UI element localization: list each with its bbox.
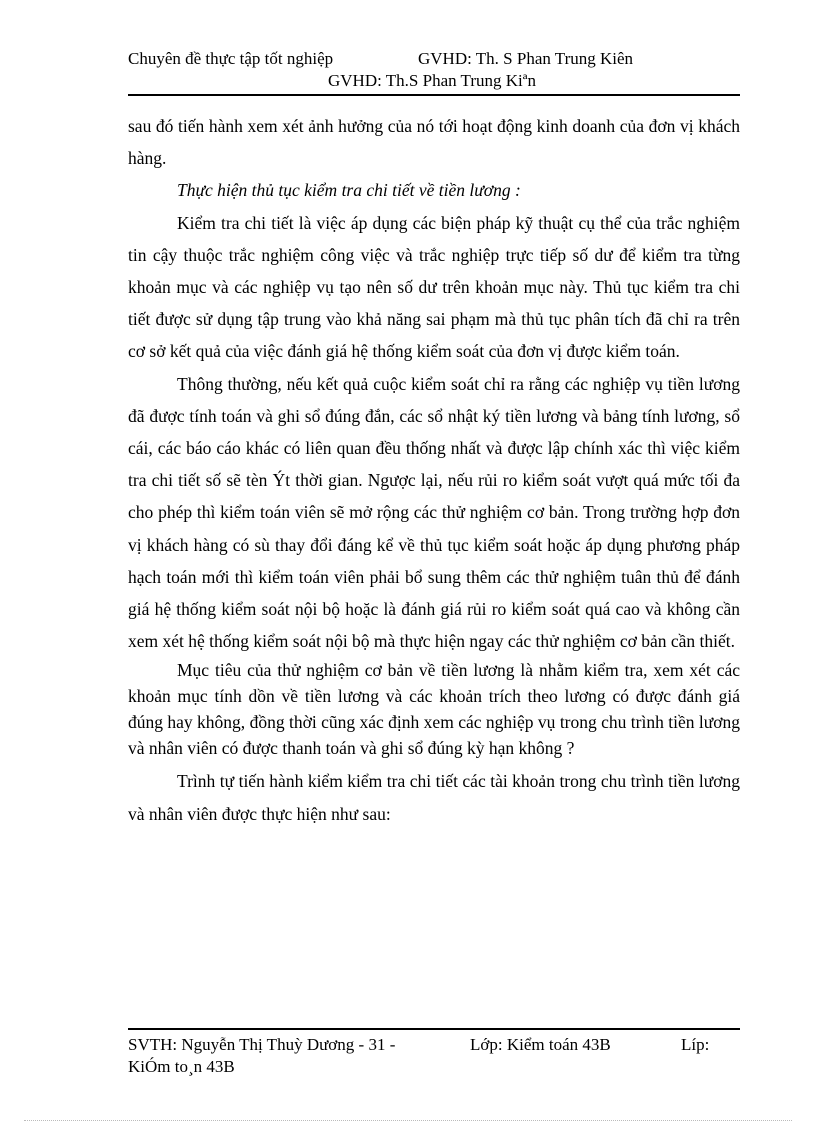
class-label: Lớp: Kiểm toán 43B: [470, 1035, 611, 1054]
page-bottom-border: [24, 1120, 792, 1121]
paragraph-control-results: Thông thường, nếu kết quả cuộc kiểm soát chỉ ra rằng các nghiệp vụ tiền lương đã được tính toán và ghi sổ đúng đắn, các sổ nhật ký tiền lương và bảng tính lương, sổ cái, các báo cáo khác có liên quan đều thống nhất và được lập chính xác thì việc kiểm tra chi tiết số sẽ tèn Ýt thời gian. Ngược lại, nếu rủi ro kiểm soát vượt quá mức tối đa cho phép thì kiểm toán viên sẽ mở rộng các thử nghiệm cơ bản. Trong trường hợp đơn vị khách hàng có sù thay đổi đáng kể về thủ tục kiểm soát hoặc áp dụng phương pháp hạch toán mới thì kiểm toán viên phải bổ sung thêm các thử nghiệm tuân thủ để đánh giá hệ thống kiểm soát nội bộ hoặc là đánh giá rủi ro kiểm soát quá cao và không cần xem xét hệ thống kiểm soát nội bộ mà thực hiện ngay các thử nghiệm cơ bản cần thiết.: [128, 373, 740, 652]
class-label-legacy: Líp:: [681, 1035, 710, 1054]
page-header: [128, 48, 740, 92]
student-name: SVTH: Nguyễn Thị Thuỳ Dương - 31 -: [128, 1035, 396, 1054]
paragraph-procedure: Trình tự tiến hành kiểm kiểm tra chi tiết các tài khoản trong chu trình tiền lương và nhân viên được thực hiện như sau:: [128, 771, 740, 824]
supervisor-label-legacy: GVHD: Th.S Phan Trung Kiªn: [328, 71, 536, 90]
supervisor-label: GVHD: Th. S Phan Trung Kiên: [418, 49, 634, 68]
page-footer: [128, 1034, 740, 1078]
paragraph-objectives: Mục tiêu của thử nghiệm cơ bản về tiền lương là nhằm kiểm tra, xem xét các khoản mục tính dồn về tiền lương và các khoản trích theo lương có được đánh giá đúng hay không, đồng thời cũng xác định xem các nghiệp vụ trong chu trình tiền lương và nhân viên có được thanh toán và ghi sổ đúng kỳ hạn không ?: [128, 660, 740, 759]
document-title: Chuyên đề thực tập tốt nghiệp: [128, 49, 334, 68]
paragraph-1: sau đó tiến hành xem xét ảnh hưởng của nó tới hoạt động kinh doanh của đơn vị khách hàng.: [128, 116, 740, 169]
class-name-legacy: KiÓm to¸n 43B: [128, 1057, 235, 1076]
section-heading: Thực hiện thủ tục kiểm tra chi tiết về tiền lương :: [177, 180, 521, 201]
footer-divider: [128, 1028, 740, 1030]
document-body: [128, 110, 740, 830]
header-divider: [128, 94, 740, 96]
paragraph-detail-testing: Kiểm tra chi tiết là việc áp dụng các biện pháp kỹ thuật cụ thể của trắc nghiệm tin cậy thuộc trắc nghiệm công việc và trắc nghiệp trực tiếp số dư để kiểm tra từng khoản mục và các nghiệp vụ tạo nên số dư trên khoản mục này. Thủ tục kiểm tra chi tiết được sử dụng tập trung vào khả năng sai phạm mà thủ tục phân tích đã chỉ ra trên cơ sở kết quả của việc đánh giá hệ thống kiểm soát của đơn vị được kiểm toán.: [128, 212, 740, 362]
